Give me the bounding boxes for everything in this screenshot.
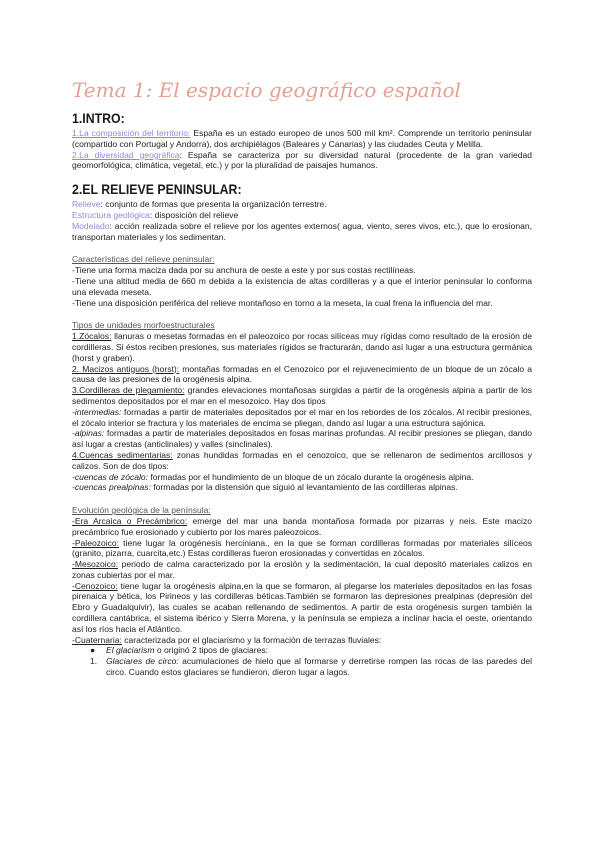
intro-paragraph-1: [72, 128, 532, 150]
term-paleozoico: -Paleozoico:: [72, 537, 120, 548]
term-cuencas: 4.Cuencas sedimentarias:: [72, 449, 173, 460]
intro-paragraph-2: [72, 150, 532, 172]
page-title: Tema 1: El espacio geográfico español: [72, 78, 461, 102]
era-arcaica: [72, 516, 532, 538]
list-item-glaciarismo: [72, 645, 532, 656]
heading-tipos: Tipos de unidades morfoestructurales: [72, 320, 215, 331]
era-cuaternaria: [72, 635, 532, 646]
tipo-zocalos: [72, 331, 532, 363]
era-cenozoico: [72, 581, 532, 635]
term-mesozoico: -Mesozoico:: [72, 559, 119, 570]
intro-text-2: : España se caracteriza por su diversidad natural (procedente de la gran variedad geomorfológica, climática, vegetal, etc.) y por la pluralidad de paisajes humanos.: [72, 149, 532, 171]
term-glaciarismo: El glaciarism: [106, 645, 155, 656]
tipo-cordilleras-text: grandes elevaciones montañosas surgidas a partir de la orogénesis alpina a partir de los sedimentos depositados por el mar en el mesozoico. Hay dos tipos: [72, 385, 532, 406]
glaciares-circo-text: acumulaciones de hielo que al formarse y derretirse rompen las rocas de las paredes del circo. Cuando estos glaciares se fundieron, dieron lugar a lagos.: [106, 656, 532, 678]
list-number: 1.: [90, 656, 98, 667]
era-paleozoico: [72, 538, 532, 560]
era-cenozoico-text: tiene lugar la orogénesis alpina,en la que se formaron, al plegarse los materiales depositados en las fosas pirenaica y bética, los Pirineos y las cordilleras béticas.También se formaron las depresiones prealpinas (depresión del Ebro y Guadalquivir), las cuales se acaban rellenando de sedimentos. A partir de esta orogénesis surgen también la cordillera cantábrica, el sistema ibérico y Sierra Morena, y la península se empieza a inclinar hacia el oeste, orientando así los ríos hacia el Atlántico.: [72, 580, 532, 634]
term-era-arcaica: -Era Arcaica o Precámbrico:: [72, 515, 188, 526]
era-arcaica-text: emerge del mar una banda montañosa formada por pizarras y neis. Este macizo precámbrico fue erosionado y cubierto por los mares paleozoicos.: [72, 515, 532, 537]
term-cenozoico: -Cenozoico:: [72, 580, 118, 591]
tipo-zocalos-text: llanuras o mesetas formadas en el paleozoico por rocas silíceas muy rígidas como resultado de la erosión de cordilleras. Si éstos reciben presiones, sus materiales rígidos se fracturarán, dando así lugar a una estructura germánica (horst y graben).: [72, 331, 532, 363]
caracteristica-2: -Tiene una altitud media de 660 m debida a la existencia de altas cordilleras y a que el interior peninsular lo conforma una elevada meseta.: [72, 275, 532, 297]
term-zocalos: 1.Zócalos:: [72, 331, 112, 342]
definition-relieve: [72, 199, 532, 210]
definition-modelado: [72, 221, 532, 243]
tipo-cuencas-prealpinas-text: formadas por la distensión que siguió al levantamiento de las cordilleras alpinas.: [150, 482, 458, 493]
tipo-alpinas: [72, 428, 532, 450]
term-macizos: 2. Macizos antiguos (horst):: [72, 363, 180, 374]
heading-caracteristicas: Características del relieve peninsular:: [72, 254, 215, 265]
tipo-macizos-text: montañas formadas en el Cenozoico por el rejuvenecimiento de un bloque de un zócalo a causa de las presiones de la orogénesis alpina.: [72, 363, 533, 385]
caracteristica-1: -Tiene una forma maciza dada por su anchura de oeste a este y por sus costas rectilíneas.: [72, 265, 416, 276]
era-mesozoico: [72, 559, 532, 581]
tipo-macizos: [72, 364, 532, 386]
term-cuencas-zocalo: -cuencas de zócalo:: [72, 471, 149, 482]
heading-intro: 1.INTRO:: [72, 110, 125, 126]
tipo-cuencas-zocalo-text: formadas por el hundimiento de un bloque de un zócalo durante la orogénesis alpina.: [148, 471, 474, 482]
bullet-icon: ●: [90, 645, 96, 656]
tipo-cordilleras: [72, 385, 532, 407]
tipo-cuencas-text: zonas hundidas formadas en el cenozoico, que se rellenaron de sedimentos arcillosos y calizos. Son de dos tipos:: [72, 449, 532, 471]
term-diversidad: 2.La diversidad geográfica: [72, 149, 180, 160]
definition-estructura-text: : disposición del relieve: [149, 209, 239, 220]
definition-relieve-text: : conjunto de formas que presenta la organización terrestre.: [100, 199, 327, 210]
heading-relieve: 2.EL RELIEVE PENINSULAR:: [72, 181, 242, 198]
term-estructura: Estructura geológica: [72, 209, 150, 220]
tipo-intermedias-text: formadas a partir de materiales depositados por el mar en los rebordes de los zócalos. Al recibir presiones, el zócalo interior se fractura y los materiales de encima se pliegan, dando así lugar a una estructura sajónica.: [72, 406, 532, 428]
definition-estructura: [72, 210, 532, 221]
term-glaciares-circo: Glaciares de circo:: [106, 656, 179, 667]
term-alpinas: -alpinas:: [72, 428, 105, 439]
term-cuencas-prealpinas: -cuencas prealpinas:: [72, 482, 151, 493]
tipo-intermedias: [72, 407, 532, 429]
term-intermedias: -intermedias:: [72, 406, 122, 417]
list-item-glaciares-circo: [72, 656, 532, 678]
term-modelado: Modelado: [72, 220, 110, 231]
tipo-cuencas: [72, 450, 532, 472]
tipo-alpinas-text: formadas a partir de materiales depositados en fosas marinas profundas. Al recibir presiones se pliegan, dando así lugar a crestas (anticlinales) y valles (sinclinales).: [72, 428, 532, 450]
era-mesozoico-text: periodo de calma caracterizado por la erosión y la sedimentación, la cual depositó materiales calizos en zonas cubiertas por el mar.: [72, 559, 532, 580]
heading-evolucion: Evolución geológica de la península:: [72, 505, 211, 516]
term-composicion: 1.La composición del territorio:: [72, 128, 191, 138]
caracteristica-3: -Tiene una disposición periférica del relieve montañoso en torno a la meseta, la cual frena la influencia del mar.: [72, 297, 493, 308]
era-cuaternaria-text: caracterizada por el glaciarismo y la formación de terrazas fluviales:: [121, 634, 382, 645]
term-relieve: Relieve: [72, 199, 101, 210]
definition-modelado-text: : acción realizada sobre el relieve por los agentes externos( agua, viento, seres vivos, etc.), que lo erosionan, transportan materiales y los sedimentan.: [72, 220, 532, 242]
tipo-cuencas-zocalo: [72, 472, 532, 483]
tipo-cuencas-prealpinas: [72, 482, 532, 493]
term-cordilleras: 3.Cordilleras de plegamiento:: [72, 385, 185, 396]
intro-text-1: España es un estado europeo de unos 500 mil km². Comprende un territorio peninsular (compartido con Portugal y Andorra), dos archipiélagos (Baleares y Canarias) y las ciudades Ceuta y Melilla.: [72, 128, 533, 149]
glaciarismo-text: o originó 2 tipos de glaciares:: [154, 645, 269, 656]
term-cuaternaria: -Cuaternaria:: [72, 634, 122, 645]
document-page: [72, 78, 532, 678]
era-paleozoico-text: tiene lugar la orogénesis herciniana., en la que se forman cordilleras formadas por materiales silíceos (granito, pizarra, cuarcita,etc.) Estas cordilleras fueron erosionadas y convertidas en zócalos.: [72, 537, 532, 559]
